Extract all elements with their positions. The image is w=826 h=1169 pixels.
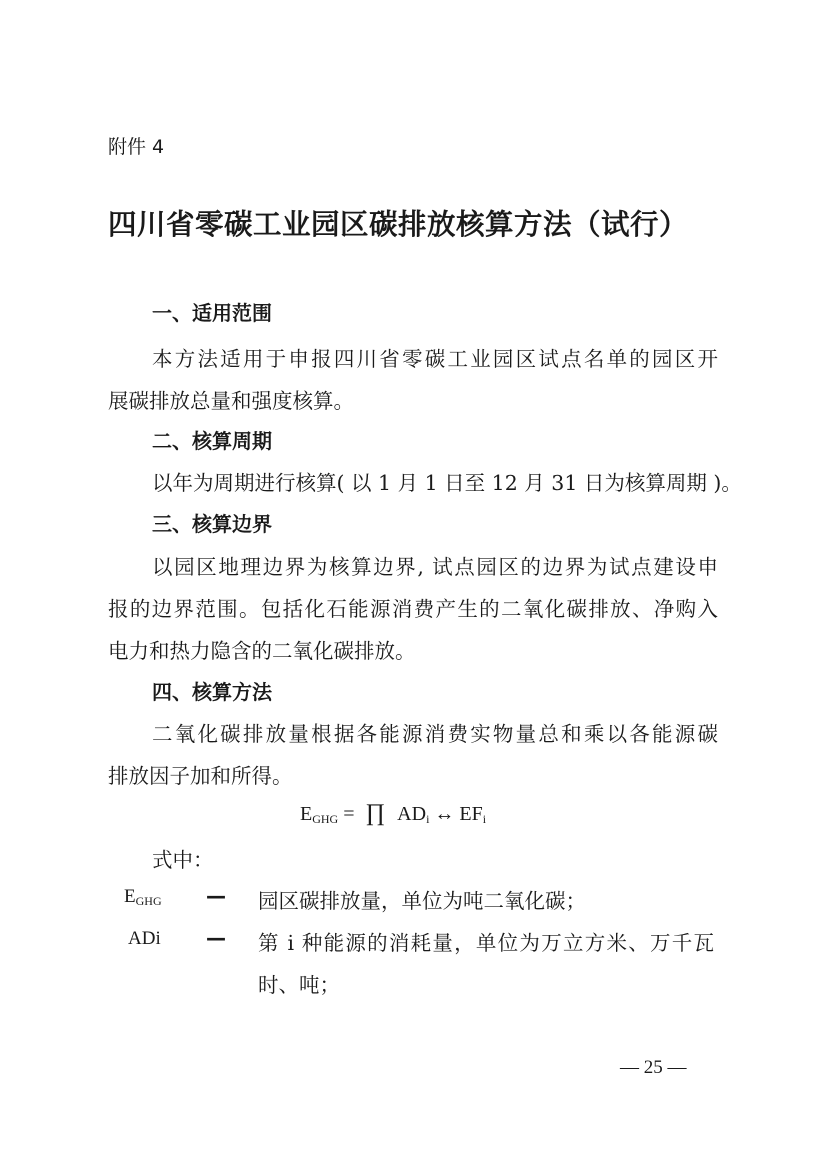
section-boundary-line-3: 电力和热力隐含的二氧化碳排放。 <box>108 639 416 663</box>
attachment-label: 附件 4 <box>108 136 165 158</box>
section-heading-method: 四、核算方法 <box>152 680 272 704</box>
section-boundary-line-2: 报的边界范围。包括化石能源消费产生的二氧化碳排放、净购入 <box>108 597 718 621</box>
definition-term-eghg: $E_{GHG}$ <box>124 886 162 908</box>
definition-text-eghg: 园区碳排放量，单位为吨二氧化碳； <box>258 889 586 913</box>
section-method-line-1: 二氧化碳排放量根据各能源消费实物量总和乘以各能源碳 <box>152 722 718 746</box>
section-heading-period: 二、核算周期 <box>152 429 272 453</box>
section-method-line-2: 排放因子加和所得。 <box>108 764 293 788</box>
formula-arrow: ↔ <box>434 803 455 825</box>
section-boundary-line-1: 以园区地理边界为核算边界, 试点园区的边界为试点建设申 <box>152 555 718 579</box>
formula-product-operator: ∏ <box>365 800 386 826</box>
section-heading-scope: 一、适用范围 <box>152 301 272 325</box>
page-number: — 25 — <box>620 1057 687 1078</box>
emission-formula <box>300 800 486 827</box>
formula-lhs: $E_{GHG}$ <box>300 803 339 826</box>
section-scope-line-2: 展碳排放总量和强度核算。 <box>108 389 354 413</box>
definition-text-adi-line-1: 第 i 种能源的消耗量，单位为万立方米、万千瓦 <box>258 931 714 955</box>
section-period-line-1: 以年为周期进行核算( 以 1 月 1 日至 12 月 31 日为核算周期 )。 <box>152 471 742 495</box>
definition-dash: — <box>206 926 226 950</box>
section-scope-line-1: 本方法适用于申报四川省零碳工业园区试点名单的园区开 <box>152 347 718 371</box>
formula-term-ad: $AD_i$ <box>397 803 430 826</box>
definition-dash: — <box>206 884 226 908</box>
formula-intro: 式中： <box>152 848 214 872</box>
definition-term-adi: ADi <box>128 928 161 949</box>
formula-term-ef: $EF_i$ <box>459 803 487 826</box>
formula-equals: = <box>343 803 355 825</box>
document-title: 四川省零碳工业园区碳排放核算方法（试行） <box>108 208 689 241</box>
section-heading-boundary: 三、核算边界 <box>152 512 272 536</box>
definition-text-adi-line-2: 时、吨； <box>258 973 340 997</box>
